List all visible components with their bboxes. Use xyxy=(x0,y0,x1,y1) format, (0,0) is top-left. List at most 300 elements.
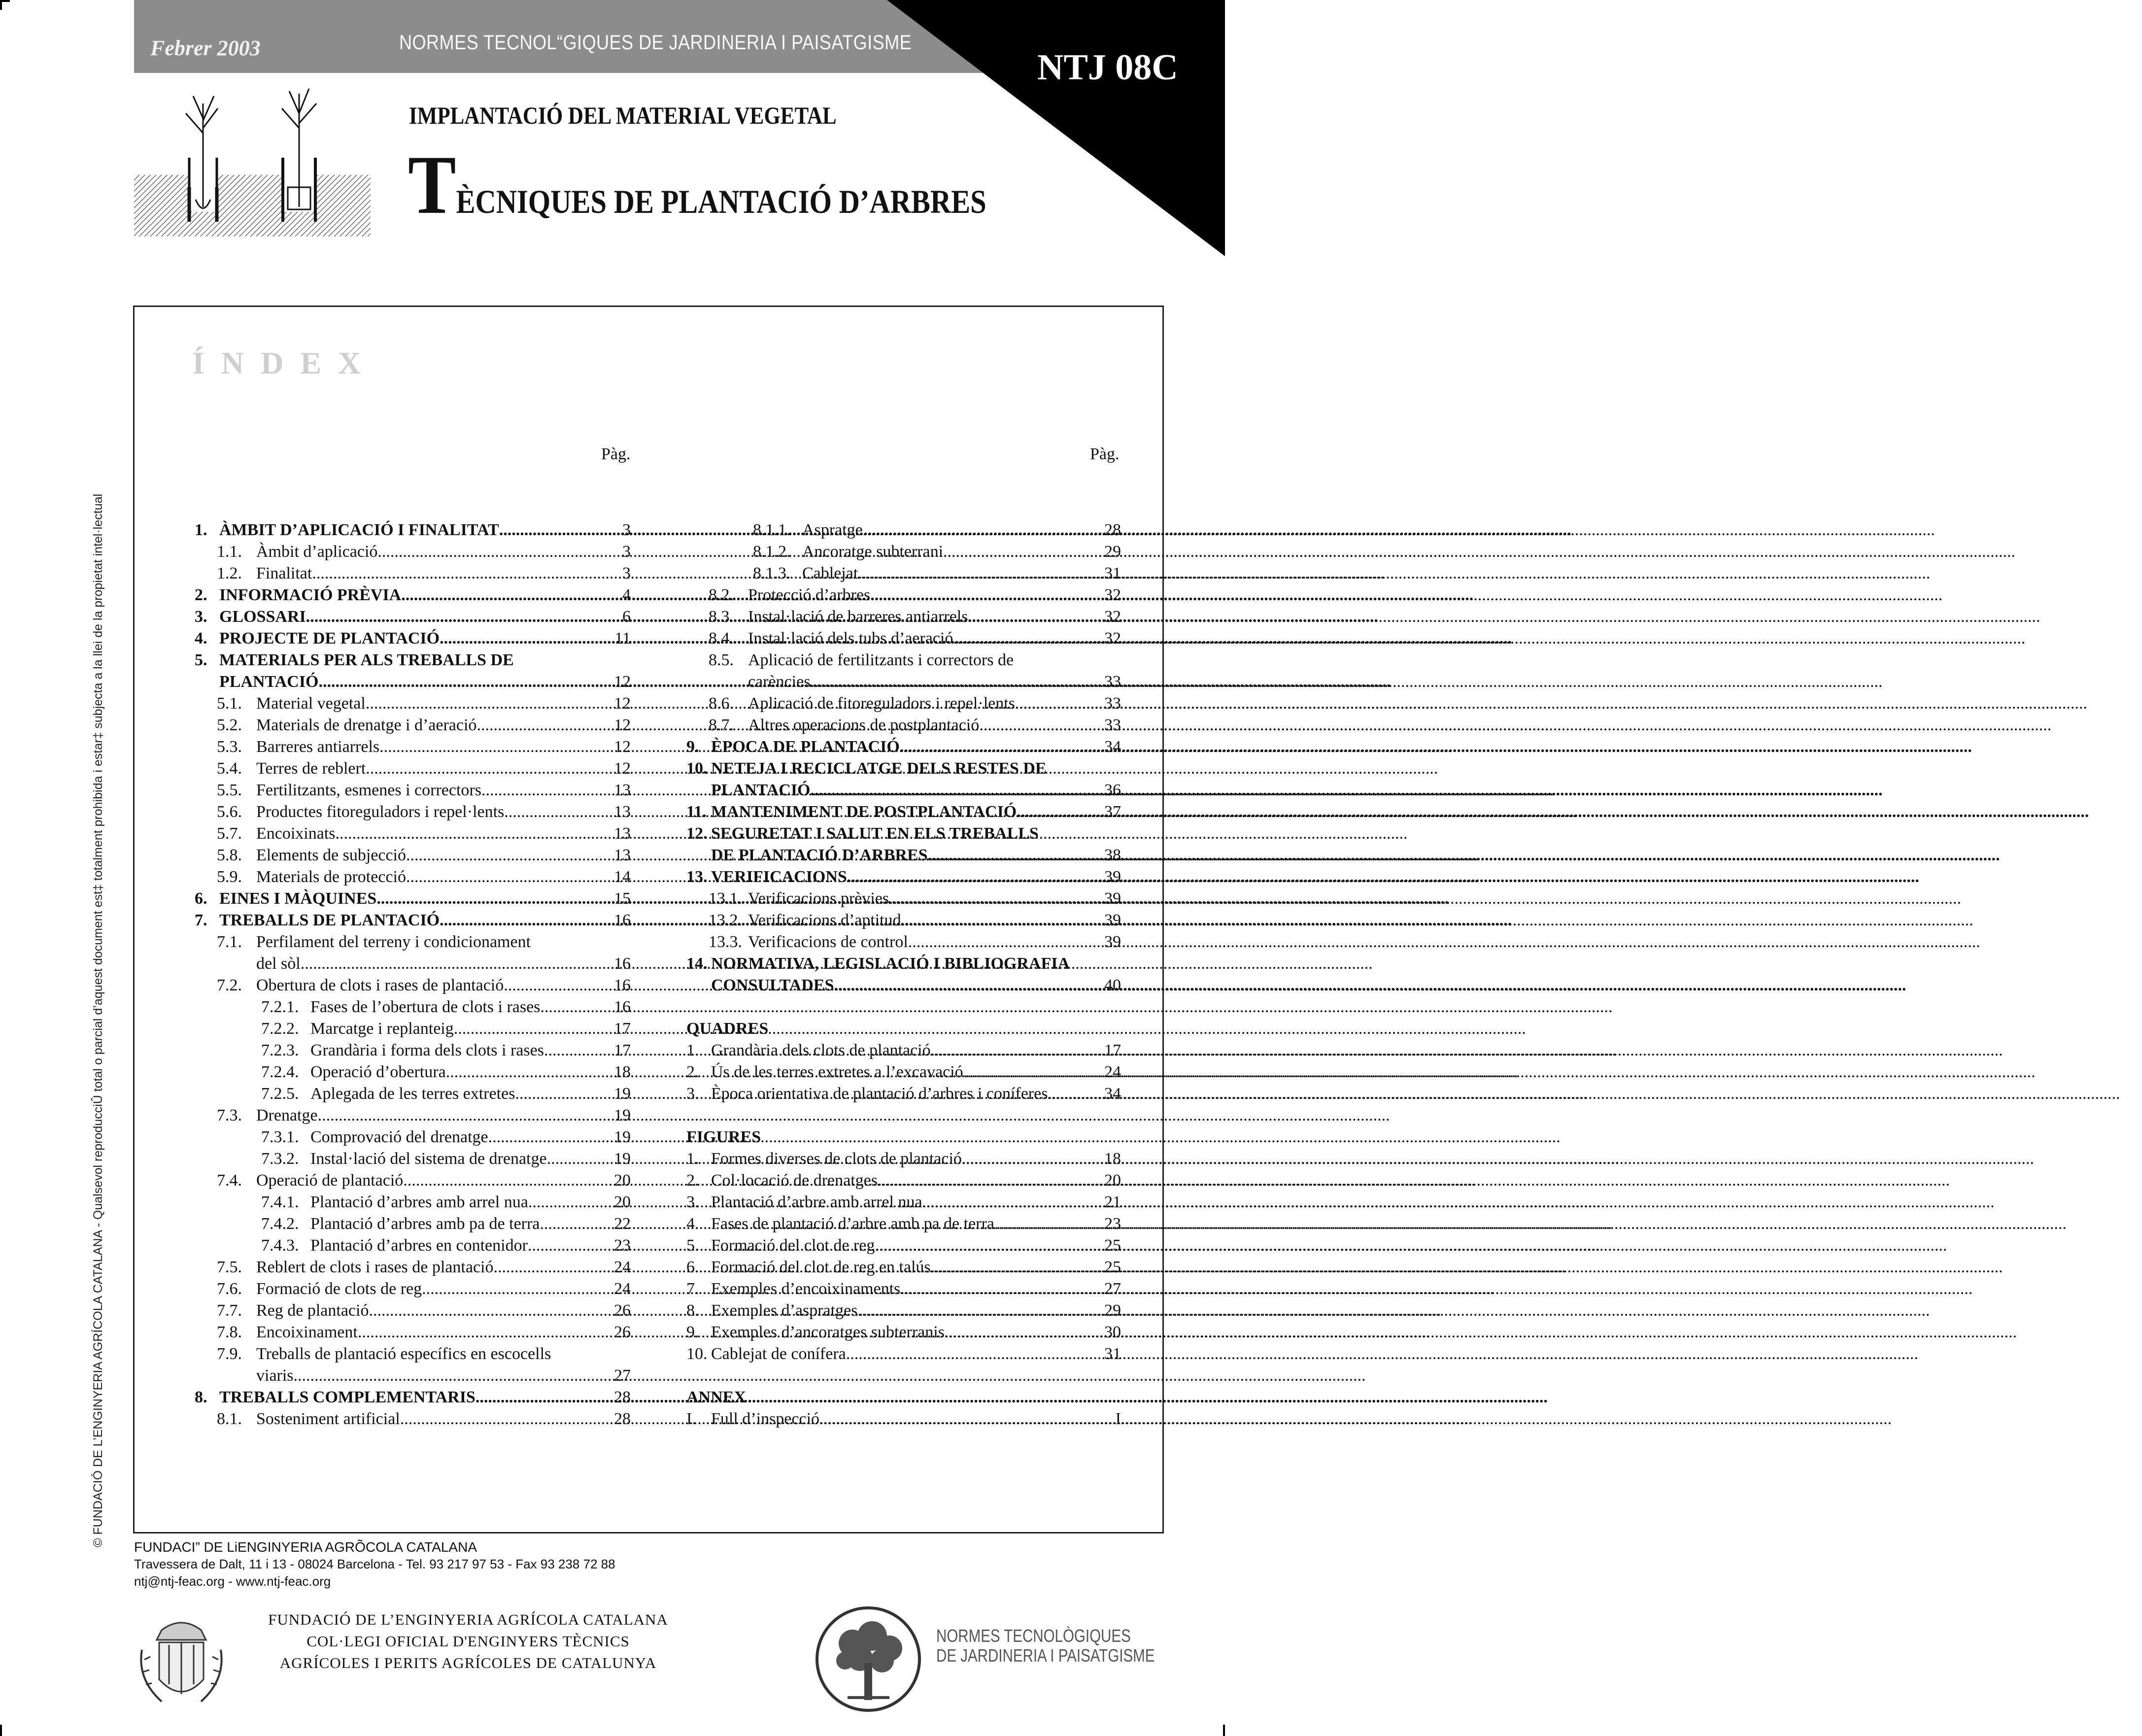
toc-entry-number: 8.1.1. xyxy=(753,521,791,539)
toc-entry-text: Perfilament del terreny i condicionament xyxy=(256,933,531,951)
toc-leader-dots xyxy=(481,780,600,801)
toc-entry-number: 2. xyxy=(195,586,207,604)
toc-entry[interactable] xyxy=(686,671,1121,693)
toc-entry[interactable] xyxy=(686,866,1121,888)
toc-entry-text: Reg de plantació xyxy=(256,1301,369,1320)
toc-entry-text: Productes fitoreguladors i repel·lents xyxy=(256,803,505,821)
toc-entry-text: TREBALLS COMPLEMENTARIS xyxy=(219,1388,476,1406)
toc-entry-text: MANTENIMENT DE POSTPLANTACIÓ xyxy=(711,803,1017,821)
toc-entry[interactable] xyxy=(686,1257,1121,1278)
toc-leader-dots xyxy=(928,845,1090,866)
toc-entry-number: 7.2.2. xyxy=(261,1020,299,1038)
toc-entry-text: Formació del clot de reg en talús xyxy=(711,1258,931,1276)
toc-leader-dots xyxy=(931,1257,1090,1278)
toc-entry[interactable] xyxy=(195,1170,631,1191)
footer-institutions xyxy=(234,1609,702,1674)
toc-entry-page: 18 xyxy=(614,1063,631,1081)
toc-entry-text: Finalitat xyxy=(256,564,312,582)
toc-entry[interactable] xyxy=(686,563,1121,584)
toc-entry[interactable] xyxy=(195,866,631,888)
toc-leader-dots xyxy=(870,584,1090,606)
institution-line-3: AGRÍCOLES I PERITS AGRÍCOLES DE CATALUNYA xyxy=(279,1654,657,1671)
toc-entry[interactable] xyxy=(195,1126,631,1148)
toc-entry-number: 10. xyxy=(686,1345,708,1363)
toc-entry[interactable] xyxy=(686,715,1121,736)
toc-entry-number: 8.1. xyxy=(217,1410,242,1428)
toc-entry-text: Terres de reblert xyxy=(256,759,366,778)
toc-leader-dots xyxy=(857,1300,1090,1322)
toc-entry-text: Plantació d’arbres amb pa de terra xyxy=(310,1215,540,1233)
toc-entry-page: 23 xyxy=(614,1236,631,1255)
toc-entry[interactable] xyxy=(686,1061,1121,1083)
toc-entry[interactable] xyxy=(686,1191,1121,1213)
toc-entry[interactable] xyxy=(195,1235,631,1257)
toc-entry-text: Formació del clot de reg xyxy=(711,1236,875,1255)
toc-entry-page: 28 xyxy=(614,1388,631,1406)
toc-entry[interactable] xyxy=(195,1387,631,1408)
toc-entry[interactable] xyxy=(195,888,631,910)
toc-entry-page: 31 xyxy=(1104,1345,1121,1363)
toc-leader-dots xyxy=(979,715,1090,736)
toc-entry[interactable] xyxy=(686,1083,1121,1105)
toc-leader-dots xyxy=(401,584,600,606)
toc-entry-text: NETEJA I RECICLATGE DELS RESTES DE xyxy=(711,759,1047,778)
toc-entry-number: 10. xyxy=(686,759,708,778)
toc-entry-number: 7.2.3. xyxy=(261,1041,299,1059)
toc-entry-number: 9. xyxy=(686,738,699,756)
toc-leader-dots xyxy=(875,1235,1090,1257)
page-label-right: Pàg. xyxy=(1090,445,1120,463)
toc-entry-text: viaris xyxy=(256,1366,294,1385)
toc-entry-number: 11. xyxy=(686,803,707,821)
toc-entry[interactable] xyxy=(686,584,1121,606)
toc-leader-dots xyxy=(846,1343,1090,1365)
toc-entry[interactable] xyxy=(195,1018,631,1040)
toc-entry-number: 7.4.3. xyxy=(261,1236,299,1255)
toc-entry-number: 7.4.2. xyxy=(261,1215,299,1233)
toc-entry[interactable] xyxy=(195,541,631,563)
institution-line-1: FUNDACIÓ DE L’ENGINYERIA AGRÍCOLA CATALANA xyxy=(268,1611,668,1628)
toc-entry-number: 2. xyxy=(686,1171,699,1190)
toc-entry[interactable] xyxy=(195,519,631,541)
toc-leader-dots xyxy=(847,866,1090,888)
toc-entry-page: 33 xyxy=(1104,694,1121,713)
toc-entry-page: 24 xyxy=(1104,1063,1121,1081)
toc-entry[interactable] xyxy=(686,736,1121,758)
toc-leader-dots xyxy=(528,1191,600,1213)
toc-entry-number: 1. xyxy=(686,1041,699,1059)
toc-entry-number: 7.4.1. xyxy=(261,1193,299,1211)
toc-entry-number: 9. xyxy=(686,1323,699,1341)
toc-entry[interactable] xyxy=(195,953,631,975)
footer-address: Travessera de Dalt, 11 i 13 - 08024 Barcelona - Tel. 93 217 97 53 - Fax 93 238 72 88 xyxy=(134,1557,615,1571)
toc-entry-text: Grandària i forma dels clots i rases xyxy=(310,1041,544,1059)
toc-entry-text: Aspratge xyxy=(802,521,863,539)
toc-entry-text: Plantació d’arbres amb arrel nua xyxy=(310,1193,528,1211)
toc-entry-text: Formes diverses de clots de plantació xyxy=(711,1150,962,1168)
crop-mark xyxy=(1223,1725,1225,1736)
toc-entry-page: 27 xyxy=(614,1366,631,1385)
toc-entry-number: 14. xyxy=(686,954,708,973)
toc-entry-text: carències xyxy=(748,673,811,691)
toc-leader-dots xyxy=(968,606,1090,628)
toc-entry-text: Ancoratge subterrani xyxy=(802,543,944,561)
toc-entry-number: 7.8. xyxy=(217,1323,242,1341)
toc-spacer xyxy=(686,996,1121,1018)
toc-leader-dots xyxy=(878,1170,1090,1191)
toc-leader-dots xyxy=(366,758,600,780)
toc-entry[interactable] xyxy=(686,910,1121,931)
toc-entry-text: Materials de protecció xyxy=(256,868,406,886)
toc-entry-text: CONSULTADES xyxy=(711,976,834,994)
toc-entry-text: Marcatge i replanteig xyxy=(310,1020,454,1038)
toc-entry-number: 5.8. xyxy=(217,846,242,864)
toc-entry-number: 7.3.2. xyxy=(261,1150,299,1168)
page-label-left: Pàg. xyxy=(601,445,631,463)
toc-entry[interactable] xyxy=(686,693,1121,715)
toc-entry[interactable] xyxy=(195,1257,631,1278)
toc-entry-page: 31 xyxy=(1104,564,1121,582)
toc-entry-text: Cablejat de conífera xyxy=(711,1345,846,1363)
toc-leader-dots xyxy=(1015,693,1090,715)
toc-leader-dots xyxy=(908,931,1090,953)
toc-entry[interactable] xyxy=(686,628,1121,649)
toc-leader-dots xyxy=(294,1365,600,1387)
toc-entry[interactable] xyxy=(686,1343,1121,1365)
toc-entry-number: 13.2. xyxy=(709,911,742,929)
toc-entry[interactable] xyxy=(686,758,1121,780)
toc-entry-page: 34 xyxy=(1104,738,1121,756)
toc-entry[interactable] xyxy=(195,1213,631,1235)
toc-leader-dots xyxy=(488,1126,600,1148)
document-subtitle: IMPLANTACIÓ DEL MATERIAL VEGETAL xyxy=(409,102,837,129)
toc-entry[interactable] xyxy=(195,649,631,671)
toc-entry-number: 5.2. xyxy=(217,716,242,734)
toc-leader-dots xyxy=(422,1278,600,1300)
toc-entry-number: 3. xyxy=(686,1193,699,1211)
toc-entry[interactable] xyxy=(195,1300,631,1322)
toc-entry-number: 8.5. xyxy=(709,651,734,669)
toc-entry-text: Època orientativa de plantació d’arbres i coníferes xyxy=(711,1085,1048,1103)
toc-entry-page: 33 xyxy=(1104,716,1121,734)
toc-entry-text: Drenatge xyxy=(256,1106,318,1124)
toc-entry-page: 3 xyxy=(622,564,631,582)
toc-entry-page: 19 xyxy=(614,1106,631,1124)
toc-leader-dots xyxy=(863,519,1090,541)
toc-entry-number: 7.2.5. xyxy=(261,1085,299,1103)
toc-leader-dots xyxy=(900,736,1090,758)
toc-entry-number: 3. xyxy=(686,1085,699,1103)
toc-entry-text: INFORMACIÓ PRÈVIA xyxy=(219,586,402,604)
toc-entry[interactable] xyxy=(195,910,631,931)
toc-entry-number: 1. xyxy=(195,521,207,539)
toc-leader-dots xyxy=(962,1148,1090,1170)
toc-leader-dots xyxy=(547,1148,600,1170)
toc-entry-page: 12 xyxy=(614,759,631,778)
toc-entry-number: 4. xyxy=(686,1215,699,1233)
toc-leader-dots xyxy=(319,671,601,693)
toc-entry-page: 32 xyxy=(1104,629,1121,647)
toc-entry[interactable] xyxy=(195,628,631,649)
toc-entry[interactable] xyxy=(195,1365,631,1387)
toc-entry-page: 40 xyxy=(1104,976,1121,994)
toc-entry-number: 5. xyxy=(686,1236,699,1255)
toc-leader-dots xyxy=(811,780,1091,801)
toc-entry-text: Instal·lació de barreres antiarrels xyxy=(748,608,968,626)
toc-entry-text: Sosteniment artificial xyxy=(256,1410,400,1428)
toc-entry[interactable] xyxy=(195,801,631,823)
toc-entry-page: 39 xyxy=(1104,911,1121,929)
toc-leader-dots xyxy=(406,866,600,888)
toc-entry-number: I. xyxy=(686,1410,696,1428)
toc-entry-page: 13 xyxy=(614,824,631,843)
toc-entry-page: 29 xyxy=(1104,543,1121,561)
toc-entry[interactable] xyxy=(195,1148,631,1170)
toc-entry[interactable] xyxy=(195,1083,631,1105)
toc-entry-page: 18 xyxy=(1104,1150,1121,1168)
toc-entry-number: 1.2. xyxy=(217,564,242,582)
toc-entry[interactable] xyxy=(686,1300,1121,1322)
toc-entry[interactable] xyxy=(195,584,631,606)
toc-entry-text: Grandària dels clots de plantació xyxy=(711,1041,931,1059)
toc-entry[interactable] xyxy=(686,1170,1121,1191)
toc-entry-page: 17 xyxy=(614,1041,631,1059)
toc-entry-number: 8. xyxy=(686,1301,699,1320)
toc-entry-number: 7.1. xyxy=(217,933,242,951)
toc-entry-text: Operació d’obertura xyxy=(310,1063,446,1081)
toc-leader-dots xyxy=(540,1213,600,1235)
toc-entry-page: 20 xyxy=(1104,1171,1121,1190)
toc-entry-page: 12 xyxy=(614,738,631,756)
toc-entry-number: 7.5. xyxy=(217,1258,242,1276)
toc-entry-page: 14 xyxy=(614,868,631,886)
toc-entry-page: 20 xyxy=(614,1193,631,1211)
toc-leader-dots xyxy=(476,715,600,736)
toc-leader-dots xyxy=(528,1235,600,1257)
toc-entry-number: 5.6. xyxy=(217,803,242,821)
toc-entry-page: 32 xyxy=(1104,608,1121,626)
toc-entry-number: 13.3. xyxy=(709,933,742,951)
toc-entry-number: 13. xyxy=(686,868,708,886)
toc-section-heading: FIGURES xyxy=(686,1128,761,1146)
toc-entry-text: Col·locació de drenatges xyxy=(711,1171,878,1190)
toc-entry[interactable] xyxy=(686,541,1121,563)
toc-entry[interactable] xyxy=(686,1235,1121,1257)
toc-entry-number: 6. xyxy=(195,889,207,908)
toc-leader-dots xyxy=(515,1083,600,1105)
toc-leader-dots xyxy=(1048,1083,1090,1105)
toc-entry-text: PROJECTE DE PLANTACIÓ xyxy=(219,629,440,647)
toc-entry[interactable] xyxy=(686,1040,1121,1061)
toc-leader-dots xyxy=(476,1387,600,1408)
toc-entry-text: Aplicació de fertilitzants i correctors de xyxy=(748,651,1014,669)
toc-entry[interactable] xyxy=(195,715,631,736)
toc-entry[interactable] xyxy=(195,1322,631,1343)
title-initial: T xyxy=(408,138,456,231)
toc-leader-dots xyxy=(454,1018,600,1040)
toc-entry-text: Instal·lació del sistema de drenatge xyxy=(310,1150,547,1168)
toc-entry-page: 21 xyxy=(1104,1193,1121,1211)
toc-entry-page: 11 xyxy=(614,629,631,647)
toc-entry[interactable] xyxy=(195,606,631,628)
toc-entry[interactable] xyxy=(195,736,631,758)
toc-entry-number: 8. xyxy=(195,1388,207,1406)
toc-entry[interactable] xyxy=(686,953,1121,975)
toc-leader-dots xyxy=(440,628,600,649)
toc-entry[interactable] xyxy=(686,931,1121,953)
toc-leader-dots xyxy=(544,1040,600,1061)
toc-entry-number: 5.7. xyxy=(217,824,242,843)
toc-leader-dots xyxy=(1017,801,1090,823)
toc-entry-number: 8.4. xyxy=(709,629,734,647)
toc-entry[interactable] xyxy=(686,1148,1121,1170)
toc-entry-page: 36 xyxy=(1104,781,1121,799)
toc-entry-number: 4. xyxy=(195,629,207,647)
toc-leader-dots xyxy=(369,1300,600,1322)
toc-entry-page: 19 xyxy=(614,1085,631,1103)
toc-entry-page: 38 xyxy=(1104,846,1121,864)
toc-entry-page: 22 xyxy=(614,1215,631,1233)
toc-entry-number: 7. xyxy=(195,911,207,929)
toc-entry-text: PLANTACIÓ xyxy=(711,781,811,799)
toc-entry[interactable] xyxy=(686,845,1121,866)
toc-entry[interactable] xyxy=(195,975,631,996)
toc-spacer xyxy=(686,1105,1121,1126)
toc-leader-dots xyxy=(834,975,1090,996)
toc-entry-page: 34 xyxy=(1104,1085,1121,1103)
toc-entry-page: 15 xyxy=(614,889,631,908)
toc-entry[interactable] xyxy=(686,1278,1121,1300)
toc-leader-dots xyxy=(446,1061,600,1083)
toc-right-column xyxy=(686,519,1121,1430)
toc-entry-text: Plantació d’arbres en contenidor xyxy=(310,1236,528,1255)
toc-entry-number: 8.6. xyxy=(709,694,734,713)
toc-entry-number: 7.6. xyxy=(217,1280,242,1298)
toc-entry-page: 33 xyxy=(1104,673,1121,691)
toc-entry[interactable] xyxy=(195,780,631,801)
toc-entry-text: Fases de l’obertura de clots i rases xyxy=(310,998,541,1016)
toc-entry[interactable] xyxy=(195,931,631,953)
toc-entry-page: 28 xyxy=(614,1410,631,1428)
toc-entry-text: ÈPOCA DE PLANTACIÓ xyxy=(711,738,900,756)
toc-entry-page: 16 xyxy=(614,911,631,929)
title-rest: ÈCNIQUES DE PLANTACIÓ D’ARBRES xyxy=(456,183,986,220)
toc-entry[interactable] xyxy=(195,845,631,866)
toc-section-heading: QUADRES xyxy=(686,1020,769,1038)
toc-entry-text: VERIFICACIONS xyxy=(711,868,847,886)
toc-entry-page: 30 xyxy=(1104,1323,1121,1341)
toc-entry-page: 26 xyxy=(614,1301,631,1320)
toc-entry-number: 7.9. xyxy=(217,1345,242,1363)
toc-entry[interactable] xyxy=(195,758,631,780)
toc-entry-page: 6 xyxy=(622,608,631,626)
toc-leader-dots xyxy=(953,628,1090,649)
toc-entry-number: 12. xyxy=(686,824,708,843)
toc-entry[interactable] xyxy=(686,1408,1121,1430)
toc-entry-text: SEGURETAT I SALUT EN ELS TREBALLS xyxy=(711,824,1039,843)
toc-entry-text: PLANTACIÓ xyxy=(219,673,319,691)
toc-entry-text: Plantació d’arbre amb arrel nua xyxy=(711,1193,922,1211)
toc-entry-text: Exemples d’ancoratges subterranis xyxy=(711,1323,945,1341)
toc-entry[interactable] xyxy=(686,519,1121,541)
logo-line-2: DE JARDINERIA I PAISATGISME xyxy=(936,1645,1155,1666)
tree-logo-icon xyxy=(813,1604,924,1715)
toc-entry-number: 6. xyxy=(686,1258,699,1276)
toc-entry[interactable] xyxy=(195,823,631,845)
toc-entry-number: 7.3. xyxy=(217,1106,242,1124)
toc-entry-page: 19 xyxy=(614,1150,631,1168)
toc-entry-page: 16 xyxy=(614,976,631,994)
toc-entry-page: 23 xyxy=(1104,1215,1121,1233)
toc-entry-number: 8.1.3. xyxy=(753,564,791,582)
toc-entry-text: Comprovació del drenatge xyxy=(310,1128,488,1146)
toc-entry[interactable] xyxy=(686,649,1121,671)
toc-entry[interactable] xyxy=(686,1322,1121,1343)
toc-entry-text: Obertura de clots i rases de plantació xyxy=(256,976,504,994)
toc-entry[interactable] xyxy=(686,606,1121,628)
toc-entry-page: 13 xyxy=(614,781,631,799)
toc-entry-number: 7.3.1. xyxy=(261,1128,299,1146)
toc-entry-page: 29 xyxy=(1104,1301,1121,1320)
toc-leader-dots xyxy=(504,801,600,823)
footer-contact xyxy=(134,1538,615,1590)
toc-entry-text: Ús de les terres extretes a l’excavació xyxy=(711,1063,963,1081)
toc-entry[interactable] xyxy=(195,563,631,584)
toc-entry[interactable] xyxy=(195,1191,631,1213)
toc-leader-dots xyxy=(377,541,600,563)
toc-entry[interactable] xyxy=(195,996,631,1018)
toc-entry[interactable] xyxy=(195,1343,631,1365)
document-title xyxy=(408,138,986,231)
toc-entry[interactable] xyxy=(195,1040,631,1061)
toc-leader-dots xyxy=(379,736,600,758)
toc-entry-page: 13 xyxy=(614,803,631,821)
toc-entry[interactable] xyxy=(686,780,1121,801)
toc-entry-number: 8.2. xyxy=(709,586,734,604)
toc-entry-page: 27 xyxy=(1104,1280,1121,1298)
toc-leader-dots xyxy=(403,1170,600,1191)
toc-entry[interactable] xyxy=(195,1061,631,1083)
toc-entry[interactable] xyxy=(195,1278,631,1300)
toc-entry-page: 12 xyxy=(614,694,631,713)
toc-entry-text: Reblert de clots i rases de plantació xyxy=(256,1258,494,1276)
toc-entry[interactable] xyxy=(686,823,1121,845)
toc-entry[interactable] xyxy=(686,1213,1121,1235)
toc-entry-page: 24 xyxy=(614,1258,631,1276)
toc-entry-page: 13 xyxy=(614,846,631,864)
toc-entry[interactable] xyxy=(195,1408,631,1430)
toc-entry-text: Exemples d’encoixinaments xyxy=(711,1280,901,1298)
toc-entry-number: 1.1. xyxy=(217,543,242,561)
publication-date: Febrer 2003 xyxy=(150,36,261,60)
toc-leader-dots xyxy=(318,1105,600,1126)
toc-entry[interactable] xyxy=(195,693,631,715)
toc-entry-text: Barreres antiarrels xyxy=(256,738,380,756)
toc-entry-text: Elements de subjecció xyxy=(256,846,407,864)
toc-entry[interactable] xyxy=(686,888,1121,910)
toc-entry-text: Operació de plantació xyxy=(256,1171,404,1190)
toc-entry[interactable] xyxy=(686,801,1121,823)
toc-entry-number: 7. xyxy=(686,1280,699,1298)
toc-entry[interactable] xyxy=(686,975,1121,996)
toc-entry[interactable] xyxy=(195,1105,631,1126)
toc-entry-number: 5.9. xyxy=(217,868,242,886)
toc-entry-page: 12 xyxy=(614,673,631,691)
toc-leader-dots xyxy=(440,910,600,931)
toc-entry-page: 17 xyxy=(1104,1041,1121,1059)
toc-entry-text: DE PLANTACIÓ D’ARBRES xyxy=(711,846,928,864)
toc-entry[interactable] xyxy=(195,671,631,693)
